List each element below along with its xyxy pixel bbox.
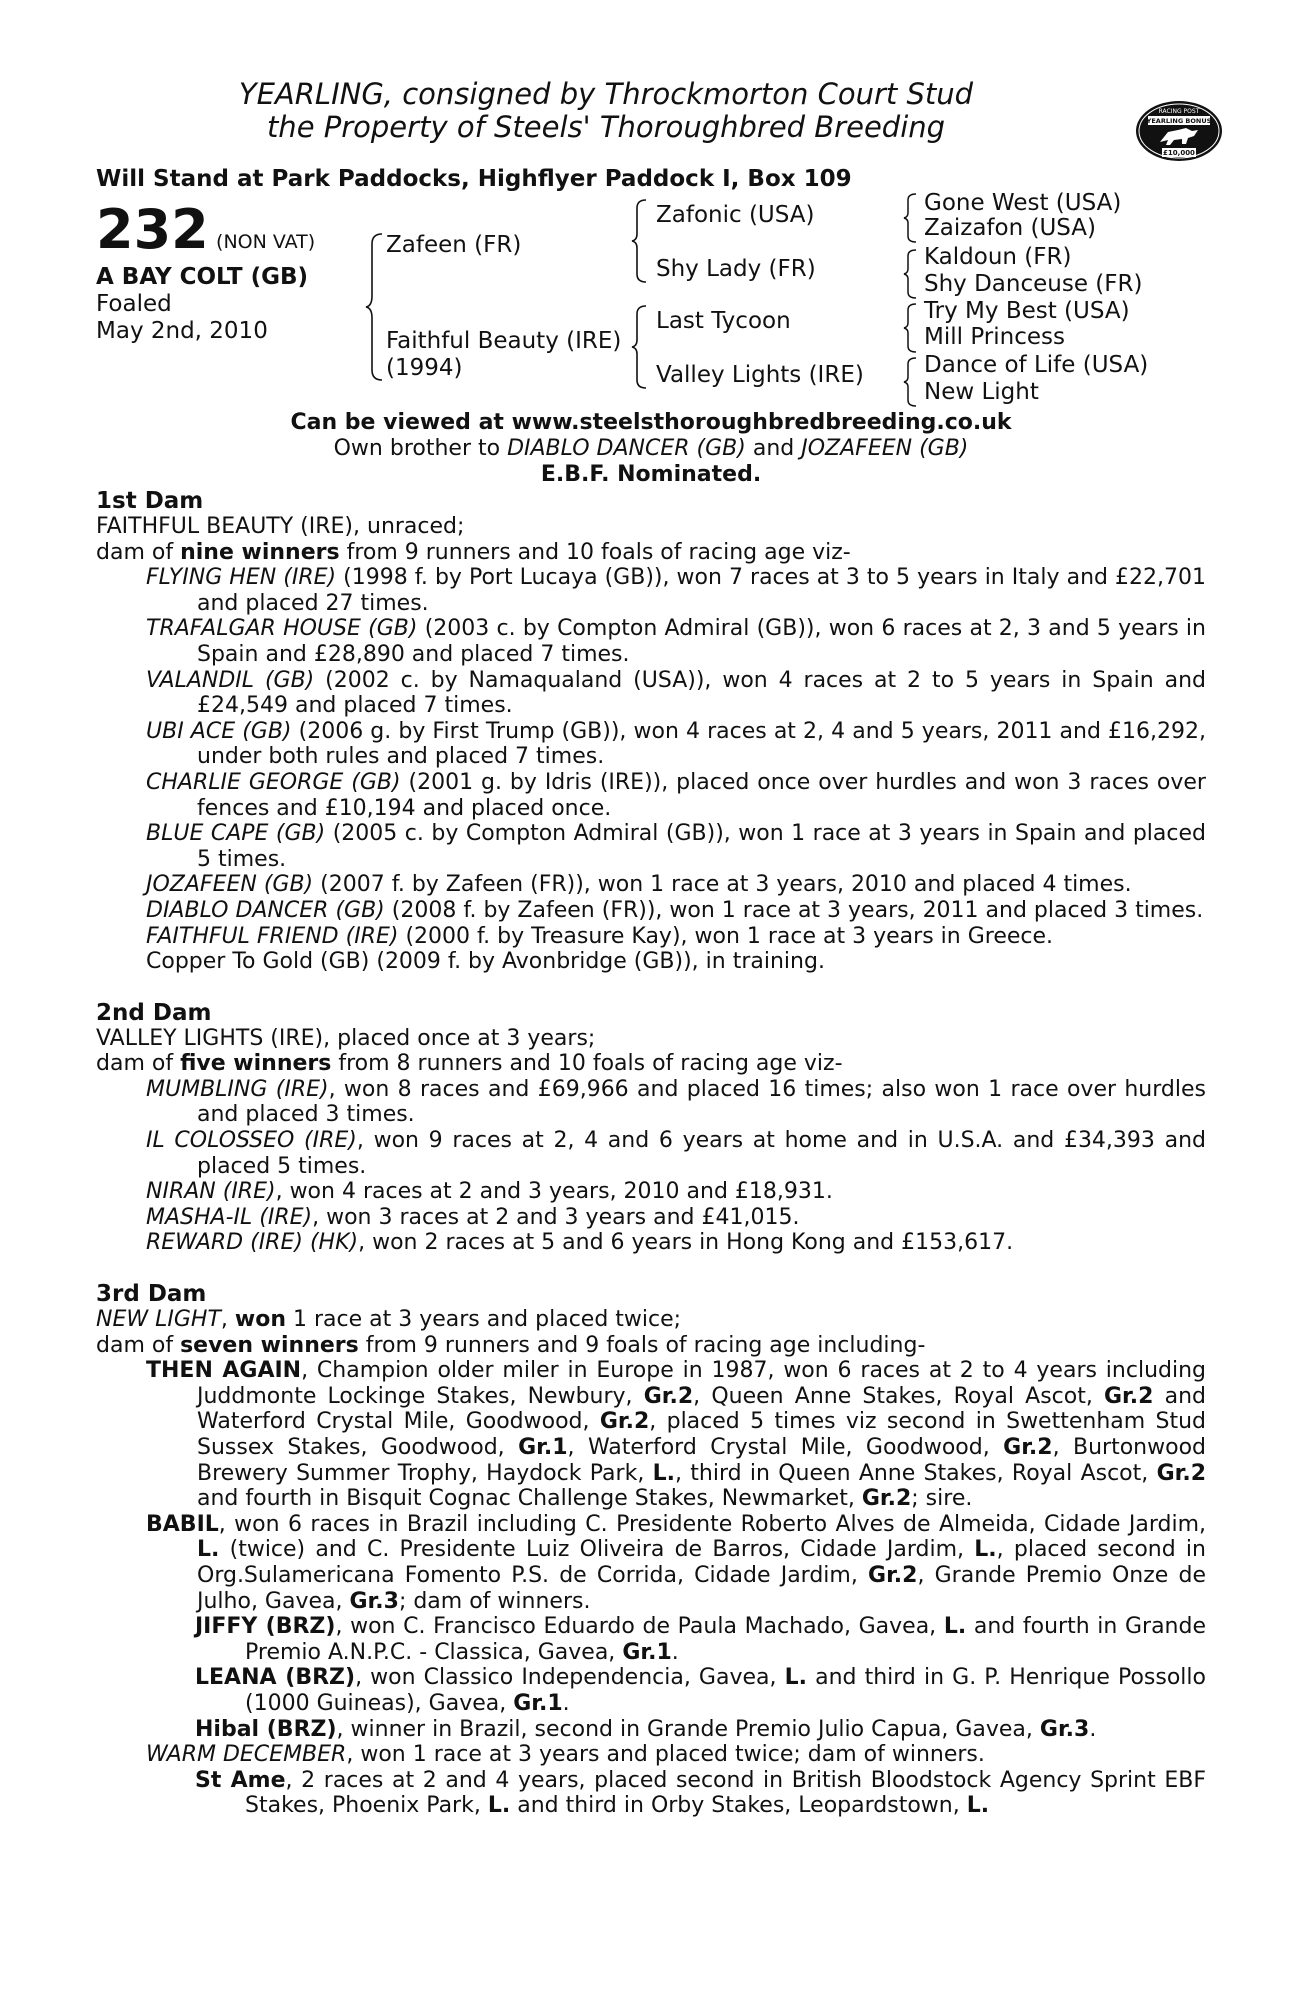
grade: L. <box>487 1793 511 1819</box>
third-dam-title: 3rd Dam <box>96 1281 207 1308</box>
grade: Gr.3 <box>349 1588 399 1614</box>
ss-dam: Zaizafon (USA) <box>924 215 1097 241</box>
header-line-2: the Property of Steels' Thoroughbred Breeding <box>266 110 946 144</box>
dd-brace <box>902 356 918 408</box>
dam: Faithful Beauty (IRE) <box>386 328 622 354</box>
produce-record: (2006 g. by First Trump (GB)), won 4 races at 2, 4 and 5 years, 2011 and £16,292, under both rules and placed 7 times. <box>197 718 1206 770</box>
produce-entry-unraced: Copper To Gold (GB) (2009 f. by Avonbridge (GB)), in training. <box>146 949 825 975</box>
produce-entry <box>96 668 1206 719</box>
sd-brace <box>902 248 918 300</box>
produce-record: (2008 f. by Zafeen (FR)), won 1 race at 3 years, 2011 and placed 3 times. <box>384 897 1204 923</box>
produce-name: JOZAFEEN (GB) <box>146 872 314 898</box>
record-text: , Grande Premio Onze de Julho, Gavea, <box>197 1562 1206 1614</box>
record-text: (twice) and C. Presidente Luiz Oliveira de Barros, Cidade Jardim, <box>219 1537 975 1563</box>
header-line-1: YEARLING, consigned by Throckmorton Court Stud <box>238 77 974 111</box>
dam-sire: Last Tycoon <box>656 308 791 334</box>
produce-name: FAITHFUL FRIEND (IRE) <box>146 923 399 949</box>
produce-record: (2001 g. by Idris (IRE)), placed once over hurdles and won 3 races over fences and £10,194 and placed once. <box>197 769 1206 821</box>
record-text: . <box>671 1639 679 1665</box>
second-dam-intro: VALLEY LIGHTS (IRE), placed once at 3 years; <box>96 1025 596 1051</box>
foaled-date: May 2nd, 2010 <box>96 318 268 344</box>
winners-count: nine winners <box>180 539 340 565</box>
produce-entry-babil <box>96 1512 1206 1614</box>
won-bold: won <box>234 1307 286 1333</box>
dam-of-suffix: from 9 runners and 10 foals of racing age viz- <box>339 539 851 565</box>
grade: Gr.2 <box>1003 1435 1053 1460</box>
sire: Zafeen (FR) <box>386 232 522 258</box>
first-dam-section <box>96 488 1206 975</box>
produce-entry-hibal <box>96 1717 1206 1743</box>
record-text: , won 1 race at 3 years and placed twice; dam of winners. <box>346 1742 985 1768</box>
produce-name: BLUE CAPE (GB) <box>146 821 326 847</box>
produce-name: TRAFALGAR HOUSE (GB) <box>146 616 418 642</box>
produce-entry-warm-december <box>96 1742 1206 1768</box>
produce-name: DIABLO DANCER (GB) <box>146 897 385 923</box>
pedigree-block <box>96 192 1206 410</box>
produce-entry <box>96 924 1206 950</box>
produce-entry <box>96 565 1206 616</box>
produce-record: , won 4 races at 2 and 3 years, 2010 and £18,931. <box>275 1179 833 1205</box>
produce-entry <box>96 872 1206 898</box>
grade: Gr.1 <box>622 1639 672 1665</box>
produce-entry <box>96 1230 1206 1256</box>
third-dam-intro <box>96 1307 1206 1333</box>
grade: Gr.1 <box>518 1435 568 1460</box>
produce-entry <box>96 719 1206 770</box>
record-text: and Waterford Crystal Mile, Goodwood, <box>197 1383 1206 1435</box>
record-text: , third in Queen Anne Stakes, Royal Ascot, <box>675 1460 1157 1486</box>
third-dam-record: 1 race at 3 years and placed twice; <box>286 1307 682 1333</box>
first-dam-intro: FAITHFUL BEAUTY (IRE), unraced; <box>96 514 465 539</box>
dam-year: (1994) <box>386 355 463 381</box>
grade: Gr.2 <box>861 1486 912 1512</box>
produce-name: THEN AGAIN <box>146 1358 302 1384</box>
produce-entry <box>96 616 1206 667</box>
produce-name: UBI ACE (GB) <box>146 718 292 744</box>
sire-dam-brace <box>364 232 384 382</box>
grade: L. <box>943 1614 967 1640</box>
sep: , <box>220 1307 235 1333</box>
produce-name: LEANA (BRZ) <box>195 1665 356 1691</box>
produce-entry <box>96 898 1206 924</box>
produce-record: , won 3 races at 2 and 3 years and £41,015. <box>312 1204 800 1230</box>
produce-name: VALANDIL (GB) <box>146 667 315 693</box>
record-text: and third in G. P. Henrique Possollo (1000 Guineas), Gavea, <box>245 1665 1206 1716</box>
winners-count: seven winners <box>180 1332 359 1358</box>
ss-sire: Gone West (USA) <box>924 190 1122 216</box>
dam-of-suffix: from 8 runners and 10 foals of racing age viz- <box>331 1051 843 1077</box>
foaled-label: Foaled <box>96 291 172 317</box>
grade: Gr.2 <box>599 1409 650 1435</box>
dam-of-prefix: dam of <box>96 1051 181 1077</box>
lot-notes <box>96 410 1206 488</box>
produce-entry <box>96 770 1206 821</box>
dam-dam: Valley Lights (IRE) <box>656 362 864 388</box>
produce-record: (2005 c. by Compton Admiral (GB)), won 1 race at 3 years in Spain and placed 5 times. <box>197 821 1206 872</box>
produce-name: MASHA-IL (IRE) <box>146 1204 313 1230</box>
dd-dam: New Light <box>924 379 1039 405</box>
brother-prefix: Own brother to <box>333 436 508 461</box>
lot-header <box>156 78 1056 144</box>
record-text: , placed 5 times viz second in Swettenham Stud Sussex Stakes, Goodwood, <box>197 1409 1207 1460</box>
sire-brace <box>630 198 648 284</box>
produce-name: BABIL <box>146 1511 219 1537</box>
grade: Gr.2 <box>643 1383 694 1409</box>
first-dam-produce-summary <box>96 540 1206 566</box>
ss-brace <box>902 192 918 244</box>
produce-record: , won 2 races at 5 and 6 years in Hong Kong and £153,617. <box>358 1230 1014 1256</box>
badge-bottom-text: £10,000 <box>1163 149 1195 157</box>
record-text: . <box>562 1690 570 1716</box>
brother-horse-2: JOZAFEEN (GB) <box>801 436 969 461</box>
produce-record: (1998 f. by Port Lucaya (GB)), won 7 races at 3 to 5 years in Italy and £22,701 and placed 27 times. <box>197 565 1206 616</box>
dam-of-prefix: dam of <box>96 1332 181 1358</box>
record-text: , won 6 races in Brazil including C. Presidente Roberto Alves de Almeida, Cidade Jardim, <box>218 1511 1206 1537</box>
grade: L. <box>974 1537 997 1563</box>
record-text: , Waterford Crystal Mile, Goodwood, <box>567 1435 1004 1460</box>
record-text: ; sire. <box>911 1486 973 1512</box>
dd-sire: Dance of Life (USA) <box>924 352 1149 378</box>
produce-record: (2000 f. by Treasure Kay), won 1 race at 3 years in Greece. <box>398 923 1054 949</box>
sire-sire: Zafonic (USA) <box>656 202 815 228</box>
own-brother-line <box>96 436 1206 462</box>
catalogue-page <box>96 77 1212 1819</box>
lot-number-line <box>96 198 316 261</box>
third-dam-section <box>96 1281 1206 1819</box>
record-text: and third in Orby Stakes, Leopardstown, <box>510 1793 967 1819</box>
record-text: , Queen Anne Stakes, Royal Ascot, <box>693 1383 1104 1409</box>
sd-sire: Kaldoun (FR) <box>924 244 1072 270</box>
sire-dam: Shy Lady (FR) <box>656 256 816 282</box>
record-text: , won C. Francisco Eduardo de Paula Machado, Gavea, <box>335 1614 944 1640</box>
record-text: and fourth in Bisquit Cognac Challenge Stakes, Newmarket, <box>197 1486 862 1512</box>
record-text: , Burtonwood Brewery Summer Trophy, Haydock Park, <box>197 1435 1206 1486</box>
grade: L. <box>966 1793 990 1819</box>
produce-entry <box>96 821 1206 872</box>
record-text: , winner in Brazil, second in Grande Premio Julio Capua, Gavea, <box>336 1716 1040 1742</box>
sd-dam: Shy Danceuse (FR) <box>924 271 1143 297</box>
ds-brace <box>902 302 918 354</box>
produce-name: FLYING HEN (IRE) <box>146 565 337 591</box>
third-dam-produce-summary <box>96 1333 1206 1359</box>
record-text: and fourth in Grande Premio A.N.P.C. - Classica, Gavea, <box>245 1614 1207 1665</box>
record-text: , placed second in Org.Sulamericana Fomento P.S. de Corrida, Cidade Jardim, <box>197 1537 1206 1588</box>
badge-mid-text: YEARLING BONUS <box>1146 117 1212 125</box>
ds-sire: Try My Best (USA) <box>924 298 1130 324</box>
grade: Gr.2 <box>1156 1460 1206 1486</box>
second-dam-section <box>96 1000 1206 1256</box>
vat-status: (NON VAT) <box>216 231 316 253</box>
produce-entry <box>96 1179 1206 1205</box>
yearling-bonus-badge-icon <box>1134 98 1224 164</box>
dam-brace <box>630 304 648 390</box>
produce-entry <box>96 1128 1206 1179</box>
produce-name: CHARLIE GEORGE (GB) <box>146 769 401 795</box>
record-text: ; dam of winners. <box>398 1588 591 1614</box>
produce-name: REWARD (IRE) (HK) <box>146 1230 359 1256</box>
winners-count: five winners <box>180 1051 332 1077</box>
lot-name: A BAY COLT (GB) <box>96 264 309 290</box>
third-dam-name: NEW LIGHT <box>96 1307 221 1333</box>
produce-record: (2003 c. by Compton Admiral (GB)), won 6 races at 2, 3 and 5 years in Spain and £28,890 and placed 7 times. <box>197 616 1206 667</box>
brother-and: and <box>745 436 802 461</box>
produce-entry-st-ame <box>96 1768 1206 1819</box>
produce-entry-leana <box>96 1665 1206 1716</box>
dam-of-suffix: from 9 runners and 9 foals of racing age including- <box>358 1332 926 1358</box>
produce-record: (2002 c. by Namaqualand (USA)), won 4 races at 2 to 5 years in Spain and £24,549 and placed 7 times. <box>197 667 1206 719</box>
badge-top-text: RACING POST <box>1158 108 1200 115</box>
ds-dam: Mill Princess <box>924 324 1065 350</box>
second-dam-produce-summary <box>96 1051 1206 1077</box>
produce-name: Hibal (BRZ) <box>195 1716 337 1742</box>
grade: Gr.2 <box>868 1562 918 1588</box>
produce-entry <box>96 1077 1206 1128</box>
produce-name: NIRAN (IRE) <box>146 1179 276 1205</box>
grade: Gr.2 <box>1104 1383 1154 1409</box>
produce-name: JIFFY (BRZ) <box>195 1614 336 1640</box>
grade: L. <box>784 1665 807 1691</box>
first-dam-title: 1st Dam <box>96 488 204 514</box>
record-text: . <box>1089 1716 1097 1742</box>
produce-record: , won 9 races at 2, 4 and 6 years at home and in U.S.A. and £34,393 and placed 5 times. <box>197 1128 1206 1179</box>
grade: L. <box>652 1460 675 1486</box>
produce-record: , won 8 races and £69,966 and placed 16 times; also won 1 race over hurdles and placed 3 times. <box>197 1076 1206 1128</box>
second-dam-title: 2nd Dam <box>96 999 212 1026</box>
produce-name: MUMBLING (IRE) <box>146 1076 329 1102</box>
dam-of-prefix: dam of <box>96 539 181 565</box>
produce-name: St Ame <box>195 1767 286 1793</box>
stand-location: Will Stand at Park Paddocks, Highflyer Paddock I, Box 109 <box>96 166 852 192</box>
produce-entry-jiffy <box>96 1614 1206 1665</box>
record-text: , won Classico Independencia, Gavea, <box>355 1665 785 1691</box>
brother-horse-1: DIABLO DANCER (GB) <box>507 436 746 461</box>
produce-name: WARM DECEMBER <box>146 1742 347 1768</box>
grade: L. <box>197 1537 220 1563</box>
grade: Gr.3 <box>1039 1716 1090 1742</box>
viewing-link[interactable]: Can be viewed at www.steelsthoroughbredbreeding.co.uk <box>290 410 1012 435</box>
record-text: , 2 races at 2 and 4 years, placed second in British Bloodstock Agency Sprint EBF Stakes, Phoenix Park, <box>245 1767 1206 1819</box>
produce-entry-then-again <box>96 1358 1206 1512</box>
produce-name: IL COLOSSEO (IRE) <box>146 1128 357 1154</box>
lot-number: 232 <box>96 198 209 261</box>
produce-entry <box>96 1205 1206 1231</box>
record-text: , Champion older miler in Europe in 1987, won 6 races at 2 to 4 years including Juddmonte Lockinge Stakes, Newbury, <box>197 1358 1206 1409</box>
grade: Gr.1 <box>513 1690 563 1716</box>
ebf-status: E.B.F. Nominated. <box>540 462 762 487</box>
produce-record: (2007 f. by Zafeen (FR)), won 1 race at 3 years, 2010 and placed 4 times. <box>313 872 1132 898</box>
